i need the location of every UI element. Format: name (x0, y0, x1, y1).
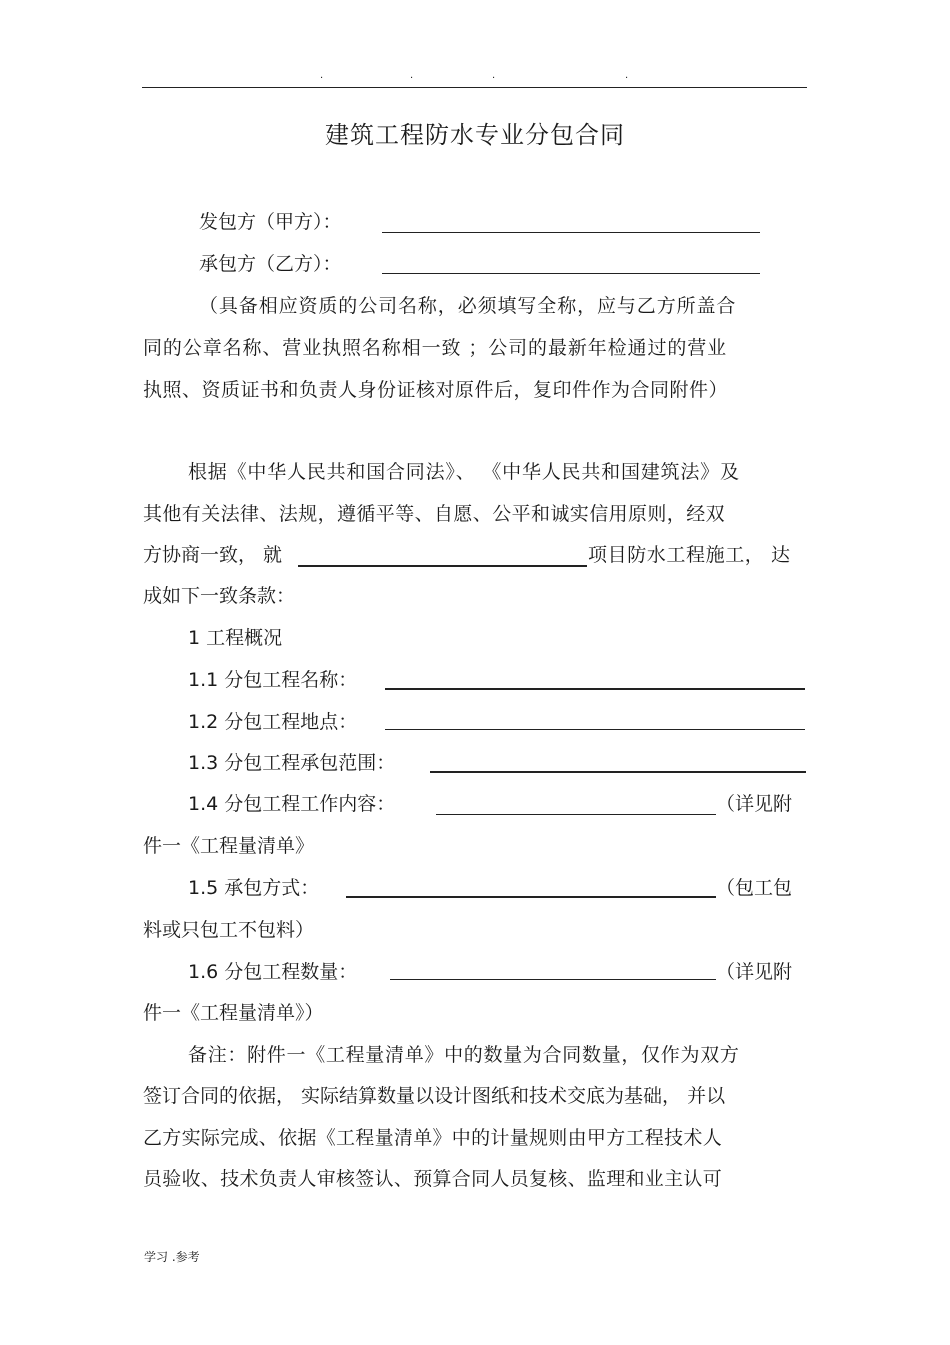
note-line: （具备相应资质的公司名称，必须填写全称，应与乙方所盖合 (199, 295, 737, 317)
section-heading: 1 工程概况 (188, 627, 283, 649)
note-line: 同的公章名称、营业执照名称相一致 ；公司的最新年检通过的营业 (143, 337, 728, 359)
clause-1-4-blank (436, 814, 716, 815)
clause-1-1-blank (385, 688, 805, 690)
remark-line: 乙方实际完成、依据《工程量清单》中的计量规则由甲方工程技术人 (143, 1127, 723, 1149)
remark-line: 员验收、技术负责人审核签认、预算合同人员复核、监理和业主认可 (143, 1168, 723, 1190)
header-dots (142, 70, 807, 84)
clause-1-6-label: 1.6 分包工程数量： (188, 961, 358, 983)
header-rule (142, 87, 807, 88)
project-name-blank (298, 565, 587, 567)
clause-1-5-suffix: （包工包 (716, 877, 793, 899)
document-title: 建筑工程防水专业分包合同 (325, 121, 625, 149)
clause-1-4-continuation: 件一《工程量清单》 (143, 835, 315, 857)
clause-1-2-label: 1.2 分包工程地点： (188, 711, 358, 733)
preamble-line: 成如下一致条款： (143, 585, 296, 607)
header-dot: . (492, 70, 496, 81)
clause-1-6-blank (390, 979, 716, 980)
clause-1-6-suffix: （详见附 (716, 961, 793, 983)
party-a-label: 发包方（甲方）： (199, 211, 342, 233)
preamble-line: 根据《中华人民共和国合同法》、 《中华人民共和国建筑法》及 (188, 461, 740, 483)
clause-1-6-continuation: 件一《工程量清单》） (143, 1002, 324, 1024)
clause-1-2-blank (385, 729, 805, 730)
clause-1-5-blank (346, 896, 716, 898)
header-dot: . (410, 70, 414, 81)
preamble-line: 方协商一致， 就 (143, 544, 283, 566)
party-a-blank (382, 232, 760, 233)
remark-line: 签订合同的依据， 实际结算数量以设计图纸和技术交底为基础， 并以 (143, 1085, 726, 1107)
clause-1-5-continuation: 料或只包工不包料） (143, 919, 315, 941)
clause-1-1-label: 1.1 分包工程名称： (188, 669, 358, 691)
header-dot: . (625, 70, 629, 81)
remark-line: 备注：附件一《工程量清单》中的数量为合同数量，仅作为双方 (188, 1044, 740, 1066)
preamble-line: 其他有关法律、法规，遵循平等、自愿、公平和诚实信用原则，经双 (143, 503, 726, 525)
header-dot: . (320, 70, 324, 81)
party-b-blank (382, 273, 760, 274)
note-line: 执照、资质证书和负责人身份证核对原件后，复印件作为合同附件） (143, 379, 729, 401)
clause-1-3-blank (430, 771, 806, 773)
clause-1-3-label: 1.3 分包工程承包范围： (188, 752, 396, 774)
party-b-label: 承包方（乙方）： (199, 253, 342, 275)
clause-1-4-suffix: （详见附 (716, 793, 793, 815)
page-footer: 学习 .参考 (144, 1250, 200, 1264)
clause-1-5-label: 1.5 承包方式： (188, 877, 320, 899)
preamble-line: 项目防水工程施工， 达 (588, 544, 791, 566)
clause-1-4-label: 1.4 分包工程工作内容： (188, 793, 396, 815)
